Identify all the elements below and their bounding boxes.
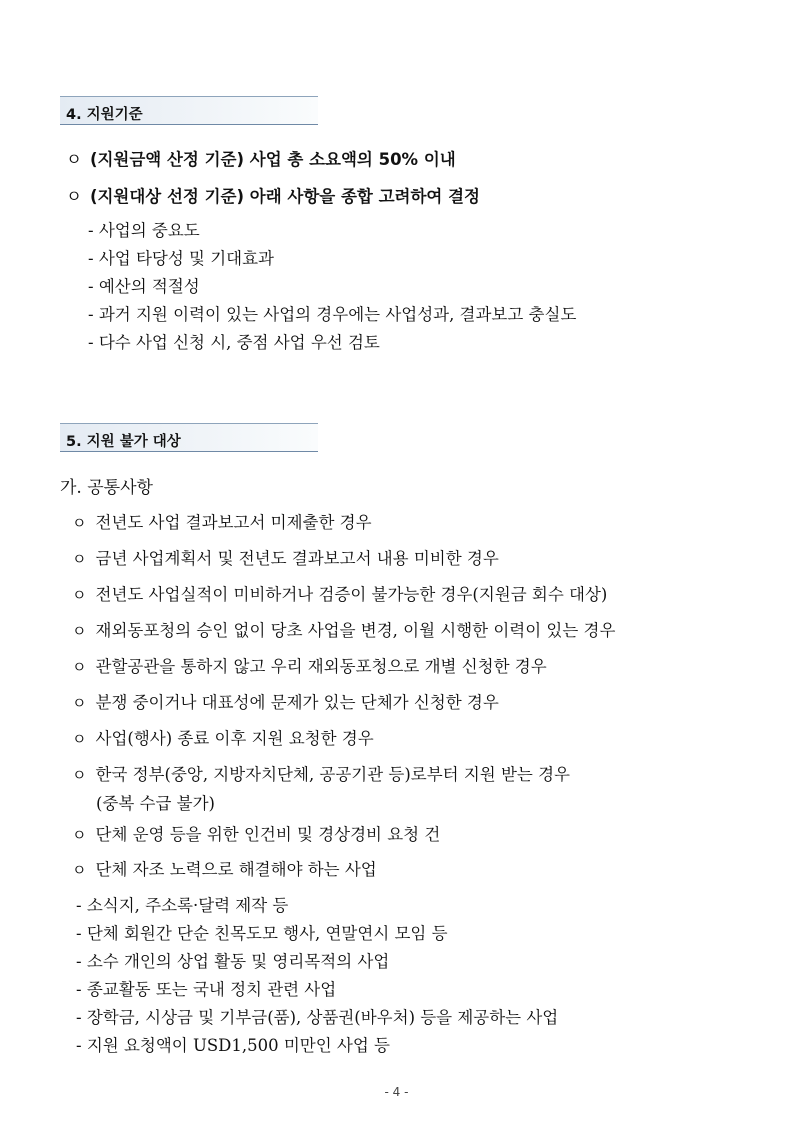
selection-detail: - 다수 사업 신청 시, 중점 사업 우선 검토 [88, 333, 380, 352]
exclusion-item: ㅇ 금년 사업계획서 및 전년도 결과보고서 내용 미비한 경우 [72, 549, 499, 568]
self-help-detail: - 종교활동 또는 국내 정치 관련 사업 [76, 980, 337, 999]
exclusion-item: ㅇ 단체 운영 등을 위한 인건비 및 경상경비 요청 건 [72, 825, 441, 844]
bullet-mark: ㅇ [66, 187, 82, 206]
bullet-mark: ㅇ [72, 766, 87, 784]
exclusion-item: ㅇ 분쟁 중이거나 대표성에 문제가 있는 단체가 신청한 경우 [72, 693, 499, 712]
self-help-detail: - 단체 회원간 단순 친목도모 행사, 연말연시 모임 등 [76, 924, 448, 943]
bullet-mark: ㅇ [72, 861, 87, 879]
exclusion-item: ㅇ 전년도 사업 결과보고서 미제출한 경우 [72, 513, 372, 532]
page-number: - 4 - [384, 1085, 409, 1099]
section-4-header [60, 96, 318, 125]
exclusion-item: ㅇ 한국 정부(중앙, 지방자치단체, 공공기관 등)로부터 지원 받는 경우 [72, 765, 570, 784]
self-help-detail: - 지원 요청액이 USD1,500 미만인 사업 등 [76, 1036, 390, 1055]
bullet-mark: ㅇ [72, 586, 87, 604]
selection-detail: - 사업의 중요도 [88, 221, 200, 240]
exclusion-item: ㅇ 사업(행사) 종료 이후 지원 요청한 경우 [72, 729, 374, 748]
exclusion-item-continuation: (중복 수급 불가) [96, 794, 215, 813]
section-4-title: 4. 지원기준 [66, 107, 143, 123]
section-5-title: 5. 지원 불가 대상 [66, 434, 181, 450]
bullet-mark: ㅇ [72, 826, 87, 844]
exclusion-item: ㅇ 재외동포청의 승인 없이 당초 사업을 변경, 이월 시행한 이력이 있는 경우 [72, 621, 616, 640]
exclusion-item: ㅇ 전년도 사업실적이 미비하거나 검증이 불가능한 경우(지원금 회수 대상) [72, 585, 608, 604]
criterion-text: (지원금액 산정 기준) 사업 총 소요액의 50% 이내 [89, 150, 456, 169]
self-help-detail: - 소식지, 주소록·달력 제작 등 [76, 896, 289, 915]
criterion-text: (지원대상 선정 기준) 아래 사항을 종합 고려하여 결정 [89, 187, 480, 206]
section-5-header [60, 423, 318, 452]
bullet-mark: ㅇ [72, 622, 87, 640]
criterion-amount [66, 150, 456, 170]
bullet-mark: ㅇ [72, 658, 87, 676]
criterion-selection [66, 187, 480, 207]
self-help-detail: - 소수 개인의 상업 활동 및 영리목적의 사업 [76, 952, 390, 971]
exclusion-item: ㅇ 관할공관을 통하지 않고 우리 재외동포청으로 개별 신청한 경우 [72, 657, 547, 676]
bullet-mark: ㅇ [66, 150, 82, 169]
exclusion-item: ㅇ 단체 자조 노력으로 해결해야 하는 사업 [72, 860, 377, 879]
bullet-mark: ㅇ [72, 550, 87, 568]
selection-detail: - 사업 타당성 및 기대효과 [88, 249, 274, 268]
bullet-mark: ㅇ [72, 694, 87, 712]
selection-detail: - 과거 지원 이력이 있는 사업의 경우에는 사업성과, 결과보고 충실도 [88, 305, 577, 324]
subheading-common: 가. 공통사항 [60, 478, 153, 498]
bullet-mark: ㅇ [72, 730, 87, 748]
selection-detail: - 예산의 적절성 [88, 277, 200, 296]
self-help-detail: - 장학금, 시상금 및 기부금(품), 상품권(바우처) 등을 제공하는 사업 [76, 1008, 559, 1027]
bullet-mark: ㅇ [72, 514, 87, 532]
